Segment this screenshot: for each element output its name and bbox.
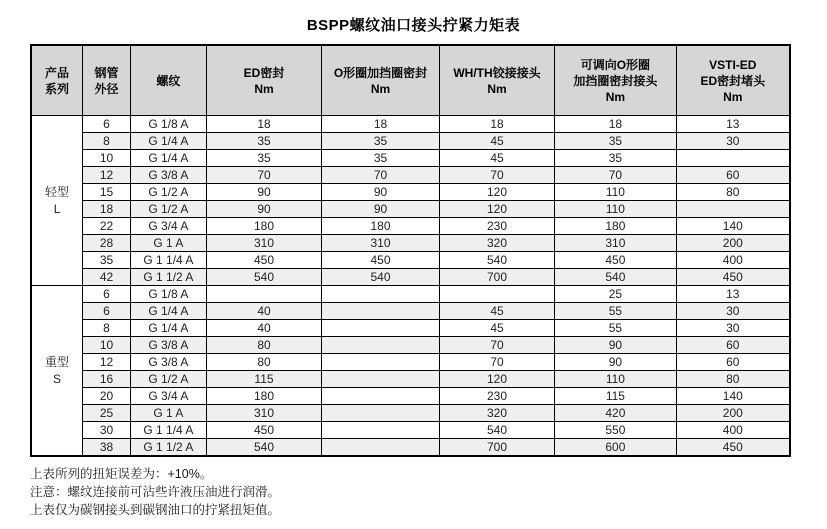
- table-cell: G 3/8 A: [130, 337, 206, 354]
- table-cell: 12: [83, 167, 131, 184]
- table-cell: G 1/2 A: [130, 184, 206, 201]
- table-cell: G 1/8 A: [130, 286, 206, 303]
- table-row: [31, 201, 790, 218]
- table-cell: 6: [83, 286, 131, 303]
- table-cell: 35: [555, 150, 676, 167]
- table-cell: [322, 405, 440, 422]
- table-cell: 420: [555, 405, 676, 422]
- table-cell: G 1/8 A: [130, 116, 206, 133]
- table-cell: [322, 320, 440, 337]
- table-cell: 140: [676, 218, 790, 235]
- column-header-vsti-ed: [676, 45, 790, 116]
- table-cell: 80: [676, 184, 790, 201]
- table-cell: 25: [555, 286, 676, 303]
- table-cell: 80: [206, 354, 321, 371]
- table-cell: G 1/4 A: [130, 150, 206, 167]
- table-cell: 18: [83, 201, 131, 218]
- table-cell: 310: [206, 235, 321, 252]
- series-code: S: [53, 371, 62, 386]
- series-label-L: [31, 116, 83, 286]
- column-header-line: VSTI-ED: [709, 57, 757, 72]
- table-cell: 90: [555, 337, 676, 354]
- column-header-pipe-od: [83, 45, 131, 116]
- note-lubrication: 注意：螺纹连接前可沾些许液压油进行润滑。: [30, 485, 281, 499]
- column-header-line: Nm: [370, 81, 391, 96]
- table-cell: 10: [83, 337, 131, 354]
- table-cell: 45: [439, 133, 554, 150]
- table-row: [31, 167, 790, 184]
- table-cell: 6: [83, 116, 131, 133]
- table-cell: 70: [439, 337, 554, 354]
- table-cell: 70: [439, 354, 554, 371]
- table-row: [31, 371, 790, 388]
- table-cell: 70: [555, 167, 676, 184]
- table-cell: G 1/4 A: [130, 303, 206, 320]
- table-cell: 700: [439, 269, 554, 286]
- table-cell: 540: [439, 252, 554, 269]
- column-header-line: 系列: [45, 81, 70, 96]
- series-name: 轻型: [45, 184, 70, 199]
- table-cell: 18: [555, 116, 676, 133]
- table-cell: 35: [322, 150, 440, 167]
- table-row: [31, 354, 790, 371]
- table-cell: 40: [206, 320, 321, 337]
- table-cell: 10: [83, 150, 131, 167]
- table-row: [31, 235, 790, 252]
- table-cell: G 1 1/4 A: [130, 422, 206, 439]
- column-header-line: O形圈加挡圈密封: [333, 65, 428, 80]
- table-cell: G 3/8 A: [130, 354, 206, 371]
- table-cell: 8: [83, 320, 131, 337]
- table-cell: 230: [439, 388, 554, 405]
- table-cell: [322, 303, 440, 320]
- table-cell: 450: [676, 439, 790, 457]
- table-cell: [322, 286, 440, 303]
- column-header-line: WH/TH铰接接头: [453, 65, 541, 80]
- table-cell: 60: [676, 167, 790, 184]
- table-cell: 320: [439, 235, 554, 252]
- column-header-line: 加挡圈密封接头: [573, 73, 658, 88]
- table-cell: 13: [676, 286, 790, 303]
- table-cell: 16: [83, 371, 131, 388]
- table-cell: 110: [555, 371, 676, 388]
- table-cell: 55: [555, 320, 676, 337]
- table-cell: 18: [322, 116, 440, 133]
- table-cell: 35: [555, 133, 676, 150]
- table-cell: 320: [439, 405, 554, 422]
- table-cell: G 1 1/2 A: [130, 269, 206, 286]
- table-header-row: [31, 45, 790, 116]
- table-cell: 180: [206, 388, 321, 405]
- table-cell: 450: [206, 422, 321, 439]
- table-cell: 180: [206, 218, 321, 235]
- table-cell: 15: [83, 184, 131, 201]
- table-cell: 120: [439, 371, 554, 388]
- footnotes: [30, 465, 827, 519]
- column-header-adjustable: [555, 45, 676, 116]
- table-body: [31, 116, 790, 457]
- table-cell: 700: [439, 439, 554, 457]
- table-row: [31, 286, 790, 303]
- table-cell: 35: [206, 133, 321, 150]
- column-header-line: 外径: [94, 81, 119, 96]
- table-cell: 30: [676, 320, 790, 337]
- column-header-line: ED密封堵头: [700, 73, 766, 88]
- table-cell: 180: [322, 218, 440, 235]
- table-cell: 400: [676, 252, 790, 269]
- column-header-ed-seal: [206, 45, 321, 116]
- table-cell: 8: [83, 133, 131, 150]
- table-cell: 310: [322, 235, 440, 252]
- table-cell: G 1/4 A: [130, 133, 206, 150]
- table-cell: 30: [676, 303, 790, 320]
- column-header-line: 钢管: [94, 65, 119, 80]
- table-cell: 450: [555, 252, 676, 269]
- table-cell: G 1/2 A: [130, 201, 206, 218]
- table-cell: [322, 371, 440, 388]
- table-cell: 90: [206, 201, 321, 218]
- table-cell: 20: [83, 388, 131, 405]
- column-header-wh-th: [439, 45, 554, 116]
- table-row: [31, 439, 790, 457]
- table-row: [31, 320, 790, 337]
- table-cell: 42: [83, 269, 131, 286]
- note-material: 上表仅为碳钢接头到碳钢油口的拧紧扭矩值。: [30, 503, 281, 517]
- table-cell: 70: [322, 167, 440, 184]
- table-row: [31, 116, 790, 133]
- table-cell: 310: [206, 405, 321, 422]
- table-cell: [206, 286, 321, 303]
- table-cell: 540: [439, 422, 554, 439]
- table-cell: 115: [206, 371, 321, 388]
- table-cell: 540: [555, 269, 676, 286]
- table-cell: 550: [555, 422, 676, 439]
- table-cell: 55: [555, 303, 676, 320]
- series-label-S: [31, 286, 83, 457]
- table-cell: [322, 388, 440, 405]
- table-cell: 35: [322, 133, 440, 150]
- table-cell: 110: [555, 201, 676, 218]
- note-tolerance: 上表所列的扭矩误差为：+10%。: [30, 467, 213, 481]
- table-row: [31, 133, 790, 150]
- page-title: BSPP螺纹油口接头拧紧力矩表: [306, 17, 521, 34]
- table-cell: 120: [439, 184, 554, 201]
- table-cell: 13: [676, 116, 790, 133]
- column-header-thread: [130, 45, 206, 116]
- table-cell: 200: [676, 405, 790, 422]
- table-cell: 90: [322, 184, 440, 201]
- table-cell: G 1 1/4 A: [130, 252, 206, 269]
- table-cell: G 1 1/2 A: [130, 439, 206, 457]
- table-cell: [439, 286, 554, 303]
- table-cell: 60: [676, 337, 790, 354]
- table-cell: 120: [439, 201, 554, 218]
- table-cell: 450: [322, 252, 440, 269]
- table-cell: 540: [206, 269, 321, 286]
- table-cell: 90: [555, 354, 676, 371]
- table-cell: 35: [83, 252, 131, 269]
- table-cell: 12: [83, 354, 131, 371]
- column-header-oring-backup: [322, 45, 440, 116]
- column-header-line: Nm: [254, 81, 274, 96]
- table-row: [31, 218, 790, 235]
- table-cell: 90: [322, 201, 440, 218]
- table-cell: 30: [676, 133, 790, 150]
- table-cell: 70: [206, 167, 321, 184]
- table-cell: 35: [206, 150, 321, 167]
- table-row: [31, 405, 790, 422]
- table-cell: 30: [83, 422, 131, 439]
- column-header-line: Nm: [723, 89, 743, 104]
- table-row: [31, 252, 790, 269]
- column-header-product-series: [31, 45, 83, 116]
- table-cell: G 1 A: [130, 405, 206, 422]
- table-cell: G 1/4 A: [130, 320, 206, 337]
- table-cell: 80: [676, 371, 790, 388]
- table-cell: 110: [555, 184, 676, 201]
- table-cell: 18: [206, 116, 321, 133]
- table-row: [31, 150, 790, 167]
- table-cell: G 1 A: [130, 235, 206, 252]
- table-cell: [322, 337, 440, 354]
- table-cell: 60: [676, 354, 790, 371]
- table-cell: [322, 439, 440, 457]
- table-row: [31, 303, 790, 320]
- table-cell: 38: [83, 439, 131, 457]
- table-header: [31, 45, 790, 116]
- column-header-line: Nm: [605, 89, 626, 104]
- table-cell: 450: [206, 252, 321, 269]
- table-cell: 230: [439, 218, 554, 235]
- table-row: [31, 388, 790, 405]
- table-cell: 45: [439, 150, 554, 167]
- table-cell: 18: [439, 116, 554, 133]
- table-cell: 6: [83, 303, 131, 320]
- table-cell: 40: [206, 303, 321, 320]
- column-header-line: 产品: [45, 65, 70, 80]
- table-cell: G 3/8 A: [130, 167, 206, 184]
- column-header-line: ED密封: [243, 65, 285, 80]
- column-header-line: 可调向O形圈: [580, 57, 651, 72]
- table-cell: 25: [83, 405, 131, 422]
- table-cell: [676, 201, 790, 218]
- table-cell: 450: [676, 269, 790, 286]
- table-cell: 310: [555, 235, 676, 252]
- series-name: 重型: [45, 354, 70, 369]
- table-cell: 90: [206, 184, 321, 201]
- table-cell: 45: [439, 320, 554, 337]
- column-header-line: 螺纹: [156, 73, 181, 88]
- table-cell: 22: [83, 218, 131, 235]
- table-cell: 80: [206, 337, 321, 354]
- table-cell: G 3/4 A: [130, 388, 206, 405]
- table-cell: 600: [555, 439, 676, 457]
- table-row: [31, 337, 790, 354]
- table-row: [31, 422, 790, 439]
- table-cell: 70: [439, 167, 554, 184]
- table-cell: [322, 354, 440, 371]
- table-cell: 200: [676, 235, 790, 252]
- table-cell: 28: [83, 235, 131, 252]
- table-cell: 45: [439, 303, 554, 320]
- table-cell: 180: [555, 218, 676, 235]
- table-cell: 540: [206, 439, 321, 457]
- table-row: [31, 269, 790, 286]
- torque-table: [30, 44, 791, 457]
- series-code: L: [53, 201, 61, 216]
- table-cell: 400: [676, 422, 790, 439]
- table-cell: 115: [555, 388, 676, 405]
- table-row: [31, 184, 790, 201]
- table-cell: [676, 150, 790, 167]
- table-cell: 540: [322, 269, 440, 286]
- table-cell: [322, 422, 440, 439]
- table-cell: G 3/4 A: [130, 218, 206, 235]
- column-header-line: Nm: [487, 81, 507, 96]
- table-cell: G 1/2 A: [130, 371, 206, 388]
- table-cell: 140: [676, 388, 790, 405]
